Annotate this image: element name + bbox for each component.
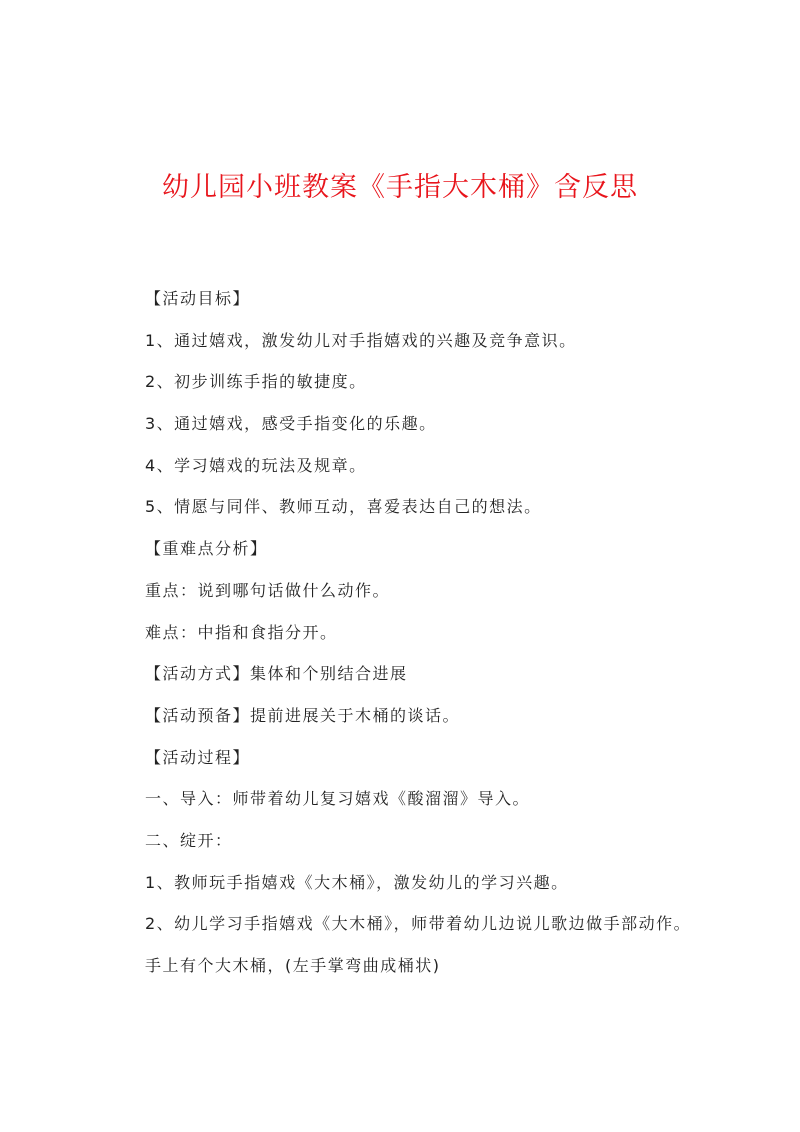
process-step-develop: 二、绽开： bbox=[145, 830, 233, 850]
rhyme-line-1: 手上有个大木桶，(左手掌弯曲成桶状) bbox=[145, 956, 441, 975]
goal-item-4: 4、学习嬉戏的玩法及规章。 bbox=[145, 455, 367, 475]
document-title: 幼儿园小班教案《手指大木桶》含反思 bbox=[162, 172, 638, 203]
goal-item-1: 1、通过嬉戏，激发幼儿对手指嬉戏的兴趣及竞争意识。 bbox=[145, 330, 577, 350]
activity-preparation: 【活动预备】提前进展关于木桶的谈话。 bbox=[145, 705, 461, 725]
section-heading-key-points: 【重难点分析】 bbox=[145, 539, 268, 559]
section-heading-goals: 【活动目标】 bbox=[145, 289, 251, 308]
section-heading-process: 【活动过程】 bbox=[145, 747, 251, 767]
goal-item-5: 5、情愿与同伴、教师互动，喜爱表达自己的想法。 bbox=[145, 497, 542, 517]
process-step-intro: 一、导入：师带着幼儿复习嬉戏《酸溜溜》导入。 bbox=[145, 789, 531, 809]
goal-item-2: 2、初步训练手指的敏捷度。 bbox=[145, 372, 367, 392]
develop-item-2: 2、幼儿学习手指嬉戏《大木桶》，师带着幼儿边说儿歌边做手部动作。 bbox=[145, 914, 692, 934]
document-body bbox=[145, 283, 775, 992]
goal-item-3: 3、通过嬉戏，感受手指变化的乐趣。 bbox=[145, 414, 437, 434]
key-point: 重点：说到哪句话做什么动作。 bbox=[145, 580, 391, 600]
difficult-point: 难点：中指和食指分开。 bbox=[145, 622, 338, 642]
activity-method: 【活动方式】集体和个别结合进展 bbox=[145, 664, 408, 684]
develop-item-1: 1、教师玩手指嬉戏《大木桶》，激发幼儿的学习兴趣。 bbox=[145, 872, 569, 892]
